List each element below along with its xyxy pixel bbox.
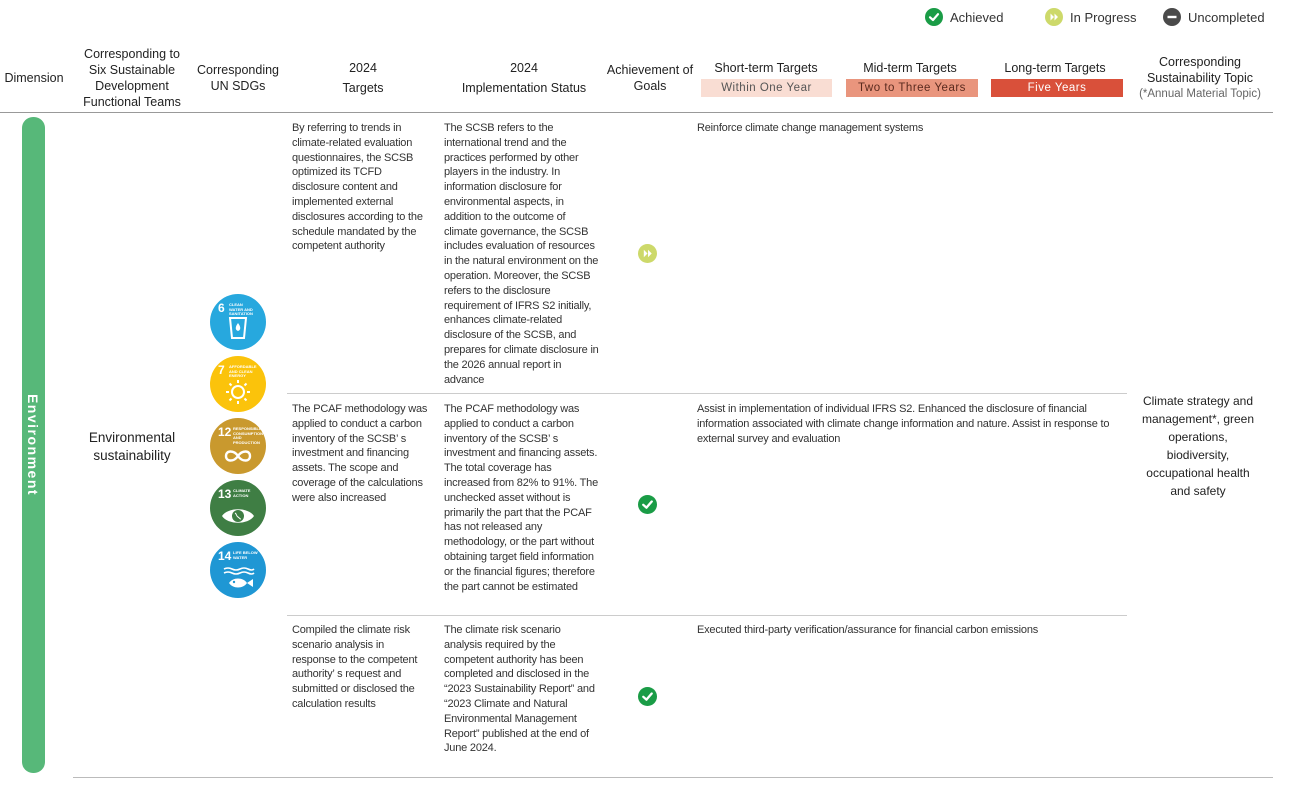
- dimension-label: Environment: [25, 393, 41, 497]
- row-3-target: Compiled the climate risk scenario analysis in response to the competent authority’ s request and submitted or disclosed the calculation results: [292, 624, 418, 710]
- achieved-check-icon: [925, 8, 943, 26]
- legend-achieved: [925, 8, 1003, 26]
- sun-power-icon: [210, 356, 266, 412]
- legend-uncompleted: [1163, 8, 1265, 26]
- footer-rule: [73, 777, 1273, 778]
- legend-label: Uncompleted: [1188, 9, 1265, 25]
- legend-in-progress: [1045, 8, 1136, 26]
- fish-icon: [210, 542, 266, 598]
- sdg-number: 13: [218, 487, 232, 501]
- row-3-future-target: Executed third-party verification/assurance for financial carbon emissions: [697, 624, 1039, 636]
- legend-label: Achieved: [950, 9, 1004, 25]
- sdg-label: CLIMATE ACTION: [233, 488, 251, 498]
- water-drop-glass-icon: [210, 294, 266, 350]
- sdg-label: LIFE BELOW WATER: [233, 550, 258, 560]
- header-topic-label: Corresponding Sustainability Topic: [1146, 55, 1254, 85]
- achieved-check-icon: [638, 687, 657, 706]
- mid-term-box: Two to Three Years: [846, 79, 978, 97]
- sdg-6-badge: [210, 294, 266, 350]
- header-status: [448, 60, 600, 96]
- sdg-label: CLEAN WATER AND SANITATION: [229, 302, 253, 316]
- achieved-check-icon: [638, 495, 657, 514]
- header-targets-label: Targets: [342, 81, 384, 95]
- header-status-label: Implementation Status: [461, 81, 587, 95]
- sdg-12-badge: [210, 418, 266, 474]
- row-2-target: The PCAF methodology was applied to conduct a carbon inventory of the SCSB’ s investment and financing assets. The scope and coverage of the calculations were also increased: [292, 403, 428, 504]
- sdg-number: 7: [218, 363, 225, 377]
- eye-globe-icon: [210, 480, 266, 536]
- in-progress-icon: [1045, 8, 1063, 26]
- sdg-13-badge: [210, 480, 266, 536]
- header-mid-term: Mid-term Targets: [863, 61, 957, 75]
- header-targets-year: 2024: [349, 61, 377, 75]
- header-rule: [0, 112, 1273, 113]
- header-short-term: Short-term Targets: [714, 61, 818, 75]
- short-term-box: Within One Year: [701, 79, 832, 97]
- header-long-term: Long-term Targets: [1004, 61, 1106, 75]
- row-2-future-target: Assist in implementation of individual IFRS S2. Enhanced the disclosure of financial information associated with climate change information and nature. Assist in response to external survey and evaluation: [697, 403, 1110, 445]
- header-dimension: Dimension: [4, 71, 64, 85]
- in-progress-icon: [638, 244, 657, 263]
- row-1-status: The SCSB refers to the international trend and the practices performed by other players in the industry. In information disclosure for environmental aspects, in addition to the outcome of climate governance, the SCSB includes evaluation of resources in the natural environment on the operation. Moreover, the SCSB refers to the disclosure requirement of IFRS S2 initially, enhances climate-related disclosure of the SCSB, and prepares for climate disclosure in the 2026 annual report in advance: [444, 122, 599, 386]
- uncompleted-minus-icon: [1163, 8, 1181, 26]
- row-1-target: By referring to trends in climate-related evaluation questionnaires, the SCSB optimized its TCFD disclosure content and implemented external disclosures according to the schedule mandated by the competent authority: [292, 122, 423, 253]
- header-topic: [1130, 54, 1270, 102]
- sdg-label: AFFORDABLE AND CLEAN ENERGY: [229, 364, 257, 378]
- sdg-number: 12: [218, 425, 232, 439]
- row-1-future-target: Reinforce climate change management systems: [697, 122, 924, 134]
- header-topic-note: (*Annual Material Topic): [1139, 88, 1261, 100]
- row-divider: [287, 615, 1127, 616]
- header-sdgs: Corresponding UN SDGs: [197, 63, 279, 93]
- sustainability-topic: Climate strategy and management*, green operations, biodiversity, occupational health and safety: [1141, 394, 1255, 498]
- header-teams: Corresponding to Six Sustainable Development Functional Teams: [83, 47, 181, 109]
- row-divider: [287, 393, 1127, 394]
- row-2-status: The PCAF methodology was applied to conduct a carbon inventory of the SCSB’ s investment and financing assets. The total coverage has increased from 82% to 91%. The unchecked asset without is primarily the part that the PCAF has not released any methodology, or the part without obtaining target field information or the financial figures; therefore the part cannot be estimated: [444, 403, 598, 593]
- header-targets: [300, 60, 426, 96]
- sdg-number: 14: [218, 549, 232, 563]
- sdg-label: RESPONSIBLE CONSUMPTION AND PRODUCTION: [233, 426, 263, 445]
- legend-label: In Progress: [1070, 9, 1137, 25]
- sdg-7-badge: [210, 356, 266, 412]
- sdg-number: 6: [218, 301, 225, 315]
- sdg-14-badge: [210, 542, 266, 598]
- infinity-icon: [210, 418, 266, 474]
- team-label: Environmental sustainability: [88, 430, 176, 463]
- header-status-year: 2024: [510, 61, 538, 75]
- header-achievement: Achievement of Goals: [606, 63, 694, 93]
- row-3-status: The climate risk scenario analysis required by the competent authority has been completed and disclosed in the “2023 Sustainability Report” and “2023 Climate and Natural Environmental Management Report” published at the end of June 2024.: [444, 624, 595, 755]
- long-term-box: Five Years: [991, 79, 1123, 97]
